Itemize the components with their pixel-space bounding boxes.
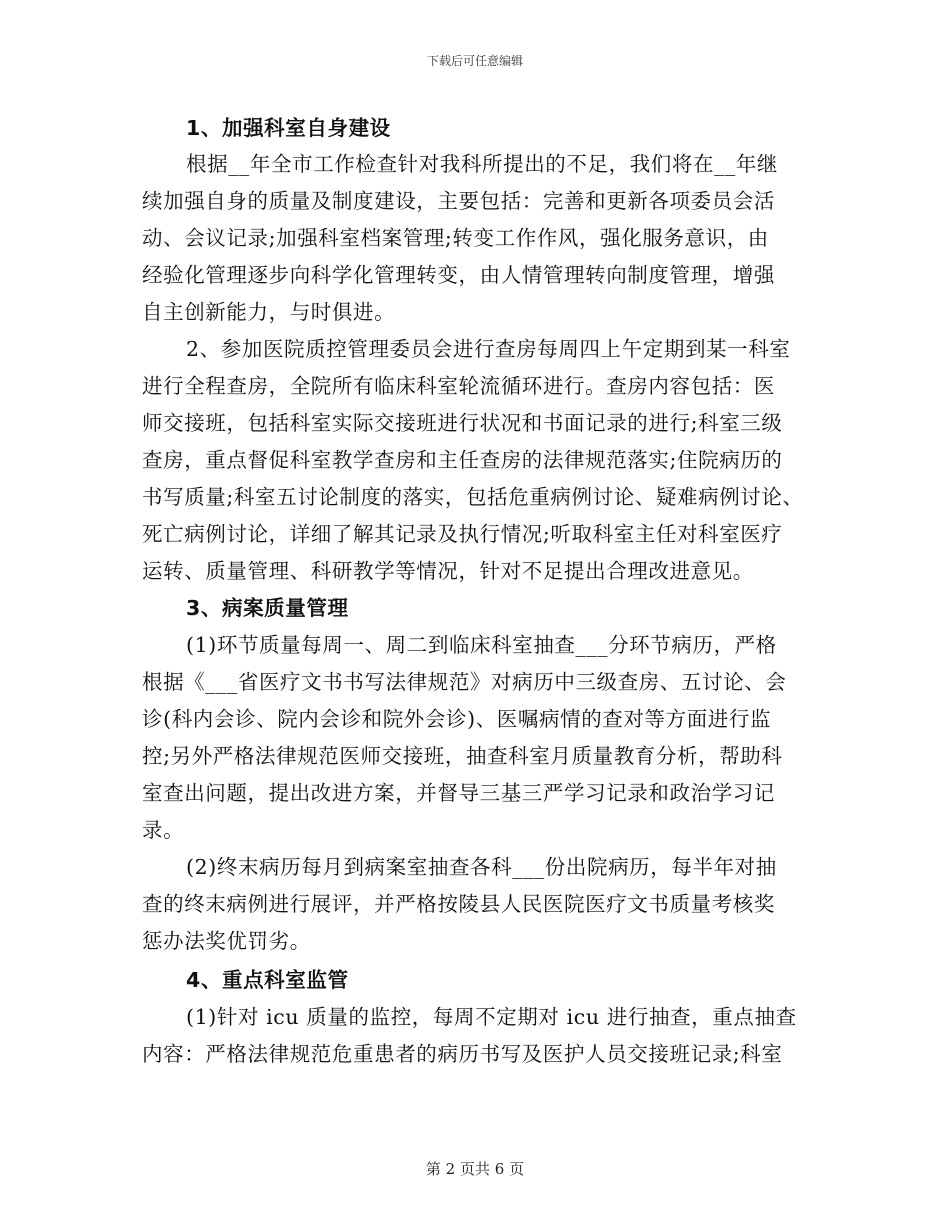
paragraph-line: 续加强自身的质量及制度建设，主要包括：完善和更新各项委员会活 bbox=[142, 189, 775, 213]
paragraph-line: 运转、质量管理、科研教学等情况，针对不足提出合理改进意见。 bbox=[142, 559, 754, 583]
paragraph-line: 自主创新能力，与时俱进。 bbox=[142, 300, 396, 324]
page-header: 下载后可任意编辑 bbox=[426, 54, 523, 68]
paragraph-line: 惩办法奖优罚劣。 bbox=[142, 929, 311, 953]
paragraph-line: (2)终末病历每月到病案室抽查各科___份出院病历，每半年对抽 bbox=[186, 855, 777, 879]
paragraph-line: 2、参加医院质控管理委员会进行查房每周四上午定期到某一科室 bbox=[186, 337, 791, 361]
paragraph-line: 经验化管理逐步向科学化管理转变，由人情管理转向制度管理，增强 bbox=[142, 263, 775, 287]
paragraph-line: 动、会议记录;加强科室档案管理;转变工作作风，强化服务意识，由 bbox=[142, 226, 769, 250]
paragraph-line: 根据__年全市工作检查针对我科所提出的不足，我们将在__年继 bbox=[186, 152, 778, 176]
page-footer: 第 2 页共 6 页 bbox=[425, 1160, 525, 1178]
paragraph-line: 诊(科内会诊、院内会诊和院外会诊)、医嘱病情的查对等方面进行监 bbox=[142, 707, 772, 731]
paragraph-line: 录。 bbox=[142, 818, 185, 842]
paragraph-line: 查房，重点督促科室教学查房和主任查房的法律规范落实;住院病历的 bbox=[142, 448, 783, 472]
paragraph-line: 进行全程查房，全院所有临床科室轮流循环进行。查房内容包括：医 bbox=[142, 374, 775, 398]
section-heading: 1、加强科室自身建设 bbox=[186, 116, 391, 140]
section-heading: 3、病案质量管理 bbox=[186, 596, 349, 620]
paragraph-line: 查的终末病例进行展评，并严格按陵县人民医院医疗文书质量考核奖 bbox=[142, 892, 775, 916]
paragraph-line: 室查出问题，提出改进方案，并督导三基三严学习记录和政治学习记 bbox=[142, 781, 775, 805]
paragraph-line: (1)针对 icu 质量的监控，每周不定期对 icu 进行抽查，重点抽查 bbox=[186, 1005, 797, 1029]
paragraph-line: 根据《___省医疗文书书写法律规范》对病历中三级查房、五讨论、会 bbox=[142, 670, 787, 694]
paragraph-line: (1)环节质量每周一、周二到临床科室抽查___分环节病历，严格 bbox=[186, 633, 777, 657]
section-heading: 4、重点科室监管 bbox=[186, 968, 349, 992]
paragraph-line: 书写质量;科室五讨论制度的落实，包括危重病例讨论、疑难病例讨论、 bbox=[142, 485, 804, 509]
paragraph-line: 内容：严格法律规范危重患者的病历书写及医护人员交接班记录;科室 bbox=[142, 1042, 783, 1066]
paragraph-line: 死亡病例讨论，详细了解其记录及执行情况;听取科室主任对科室医疗 bbox=[142, 522, 783, 546]
paragraph-line: 师交接班，包括科室实际交接班进行状况和书面记录的进行;科室三级 bbox=[142, 411, 783, 435]
paragraph-line: 控;另外严格法律规范医师交接班，抽查科室月质量教育分析，帮助科 bbox=[142, 744, 783, 768]
